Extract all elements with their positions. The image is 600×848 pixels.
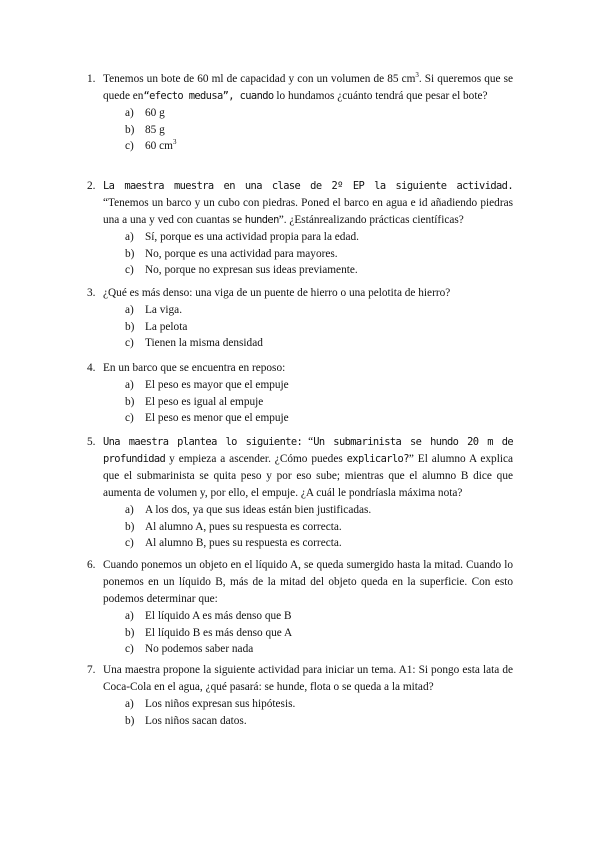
question-stem: La maestra muestra en una clase de 2º EP la siguiente actividad. “Tenemos un barco y un cubo con piedras. Poned el barco en agua e id añadiendo piedras una a una y ved con cuantas se hunden”. ¿Estánrealizando prácticas científicas? bbox=[103, 180, 513, 226]
question-2 bbox=[87, 178, 513, 279]
question-number: 1. bbox=[87, 73, 96, 85]
question-3 bbox=[87, 285, 513, 352]
option: a) La viga. bbox=[125, 304, 183, 316]
options-list bbox=[125, 105, 513, 155]
option: a) El líquido A es más denso que B bbox=[125, 610, 292, 622]
question-number: 3. bbox=[87, 287, 96, 299]
option: b) No, porque es una actividad para mayores. bbox=[125, 247, 338, 260]
question-1 bbox=[87, 71, 513, 155]
question-number: 4. bbox=[87, 362, 96, 374]
option: c) No, porque no expresan sus ideas previamente. bbox=[125, 264, 358, 276]
question-6 bbox=[87, 557, 513, 658]
question-stem: Una maestra propone la siguiente actividad para iniciar un tema. A1: Si pongo esta lata de Coca-Cola en el agua, ¿qué pasará: se hunde, flota o se queda a la mitad? bbox=[103, 664, 513, 693]
option: a) El peso es mayor que el empuje bbox=[125, 379, 289, 391]
question-number: 7. bbox=[87, 664, 96, 676]
question-5 bbox=[87, 434, 513, 552]
option: a) 60 g bbox=[125, 107, 165, 119]
option: b) Los niños sacan datos. bbox=[125, 714, 247, 727]
question-stem: Tenemos un bote de 60 ml de capacidad y con un volumen de 85 $cm^3$. Si queremos que se quede en“efecto medusa”, cuando lo hundamos ¿cuánto tendrá que pesar el bote? bbox=[103, 71, 513, 102]
question-7 bbox=[87, 662, 513, 729]
option: a) Los niños expresan sus hipótesis. bbox=[125, 698, 296, 710]
options-list bbox=[125, 377, 513, 427]
options-list bbox=[125, 302, 513, 352]
question-stem: En un barco que se encuentra en reposo: bbox=[103, 362, 286, 374]
options-list bbox=[125, 502, 513, 552]
option: b) La pelota bbox=[125, 320, 188, 333]
question-stem: Cuando ponemos un objeto en el líquido A, se queda sumergido hasta la mitad. Cuando lo ponemos en un líquido B, más de la mitad del objeto queda en la superficie. Con esto podemos determinar que: bbox=[103, 559, 513, 605]
option: b) El peso es igual al empuje bbox=[125, 395, 264, 408]
question-number: 5. bbox=[87, 436, 96, 448]
option: c) Tienen la misma densidad bbox=[125, 337, 263, 349]
option: a) Sí, porque es una actividad propia para la edad. bbox=[125, 231, 359, 243]
question-number: 6. bbox=[87, 559, 96, 571]
option: c) 60 $cm^3$ bbox=[125, 138, 177, 152]
question-stem: ¿Qué es más denso: una viga de un puente de hierro o una pelotita de hierro? bbox=[103, 287, 451, 299]
question-number: 2. bbox=[87, 180, 96, 192]
question-4 bbox=[87, 360, 513, 427]
option: b) Al alumno A, pues su respuesta es correcta. bbox=[125, 520, 342, 533]
option: a) A los dos, ya que sus ideas están bien justificadas. bbox=[125, 504, 372, 516]
option: c) El peso es menor que el empuje bbox=[125, 412, 289, 424]
option: c) Al alumno B, pues su respuesta es correcta. bbox=[125, 537, 342, 549]
options-list bbox=[125, 696, 513, 729]
options-list bbox=[125, 229, 513, 279]
question-stem: Una maestra plantea lo siguiente: “Un submarinista se hundo 20 m de profundidad y empieza a ascender. ¿Cómo puedes explicarlo?” El alumno A explica que el submarinista se quita peso y por eso sube; mientras que el alumno B dice que aumenta de volumen y, por ello, el empuje. ¿A cuál le pondríasla máxima nota? bbox=[103, 436, 514, 499]
option: c) No podemos saber nada bbox=[125, 643, 254, 655]
option: b) 85 g bbox=[125, 123, 165, 136]
option: b) El líquido B es más denso que A bbox=[125, 626, 293, 639]
options-list bbox=[125, 608, 513, 658]
